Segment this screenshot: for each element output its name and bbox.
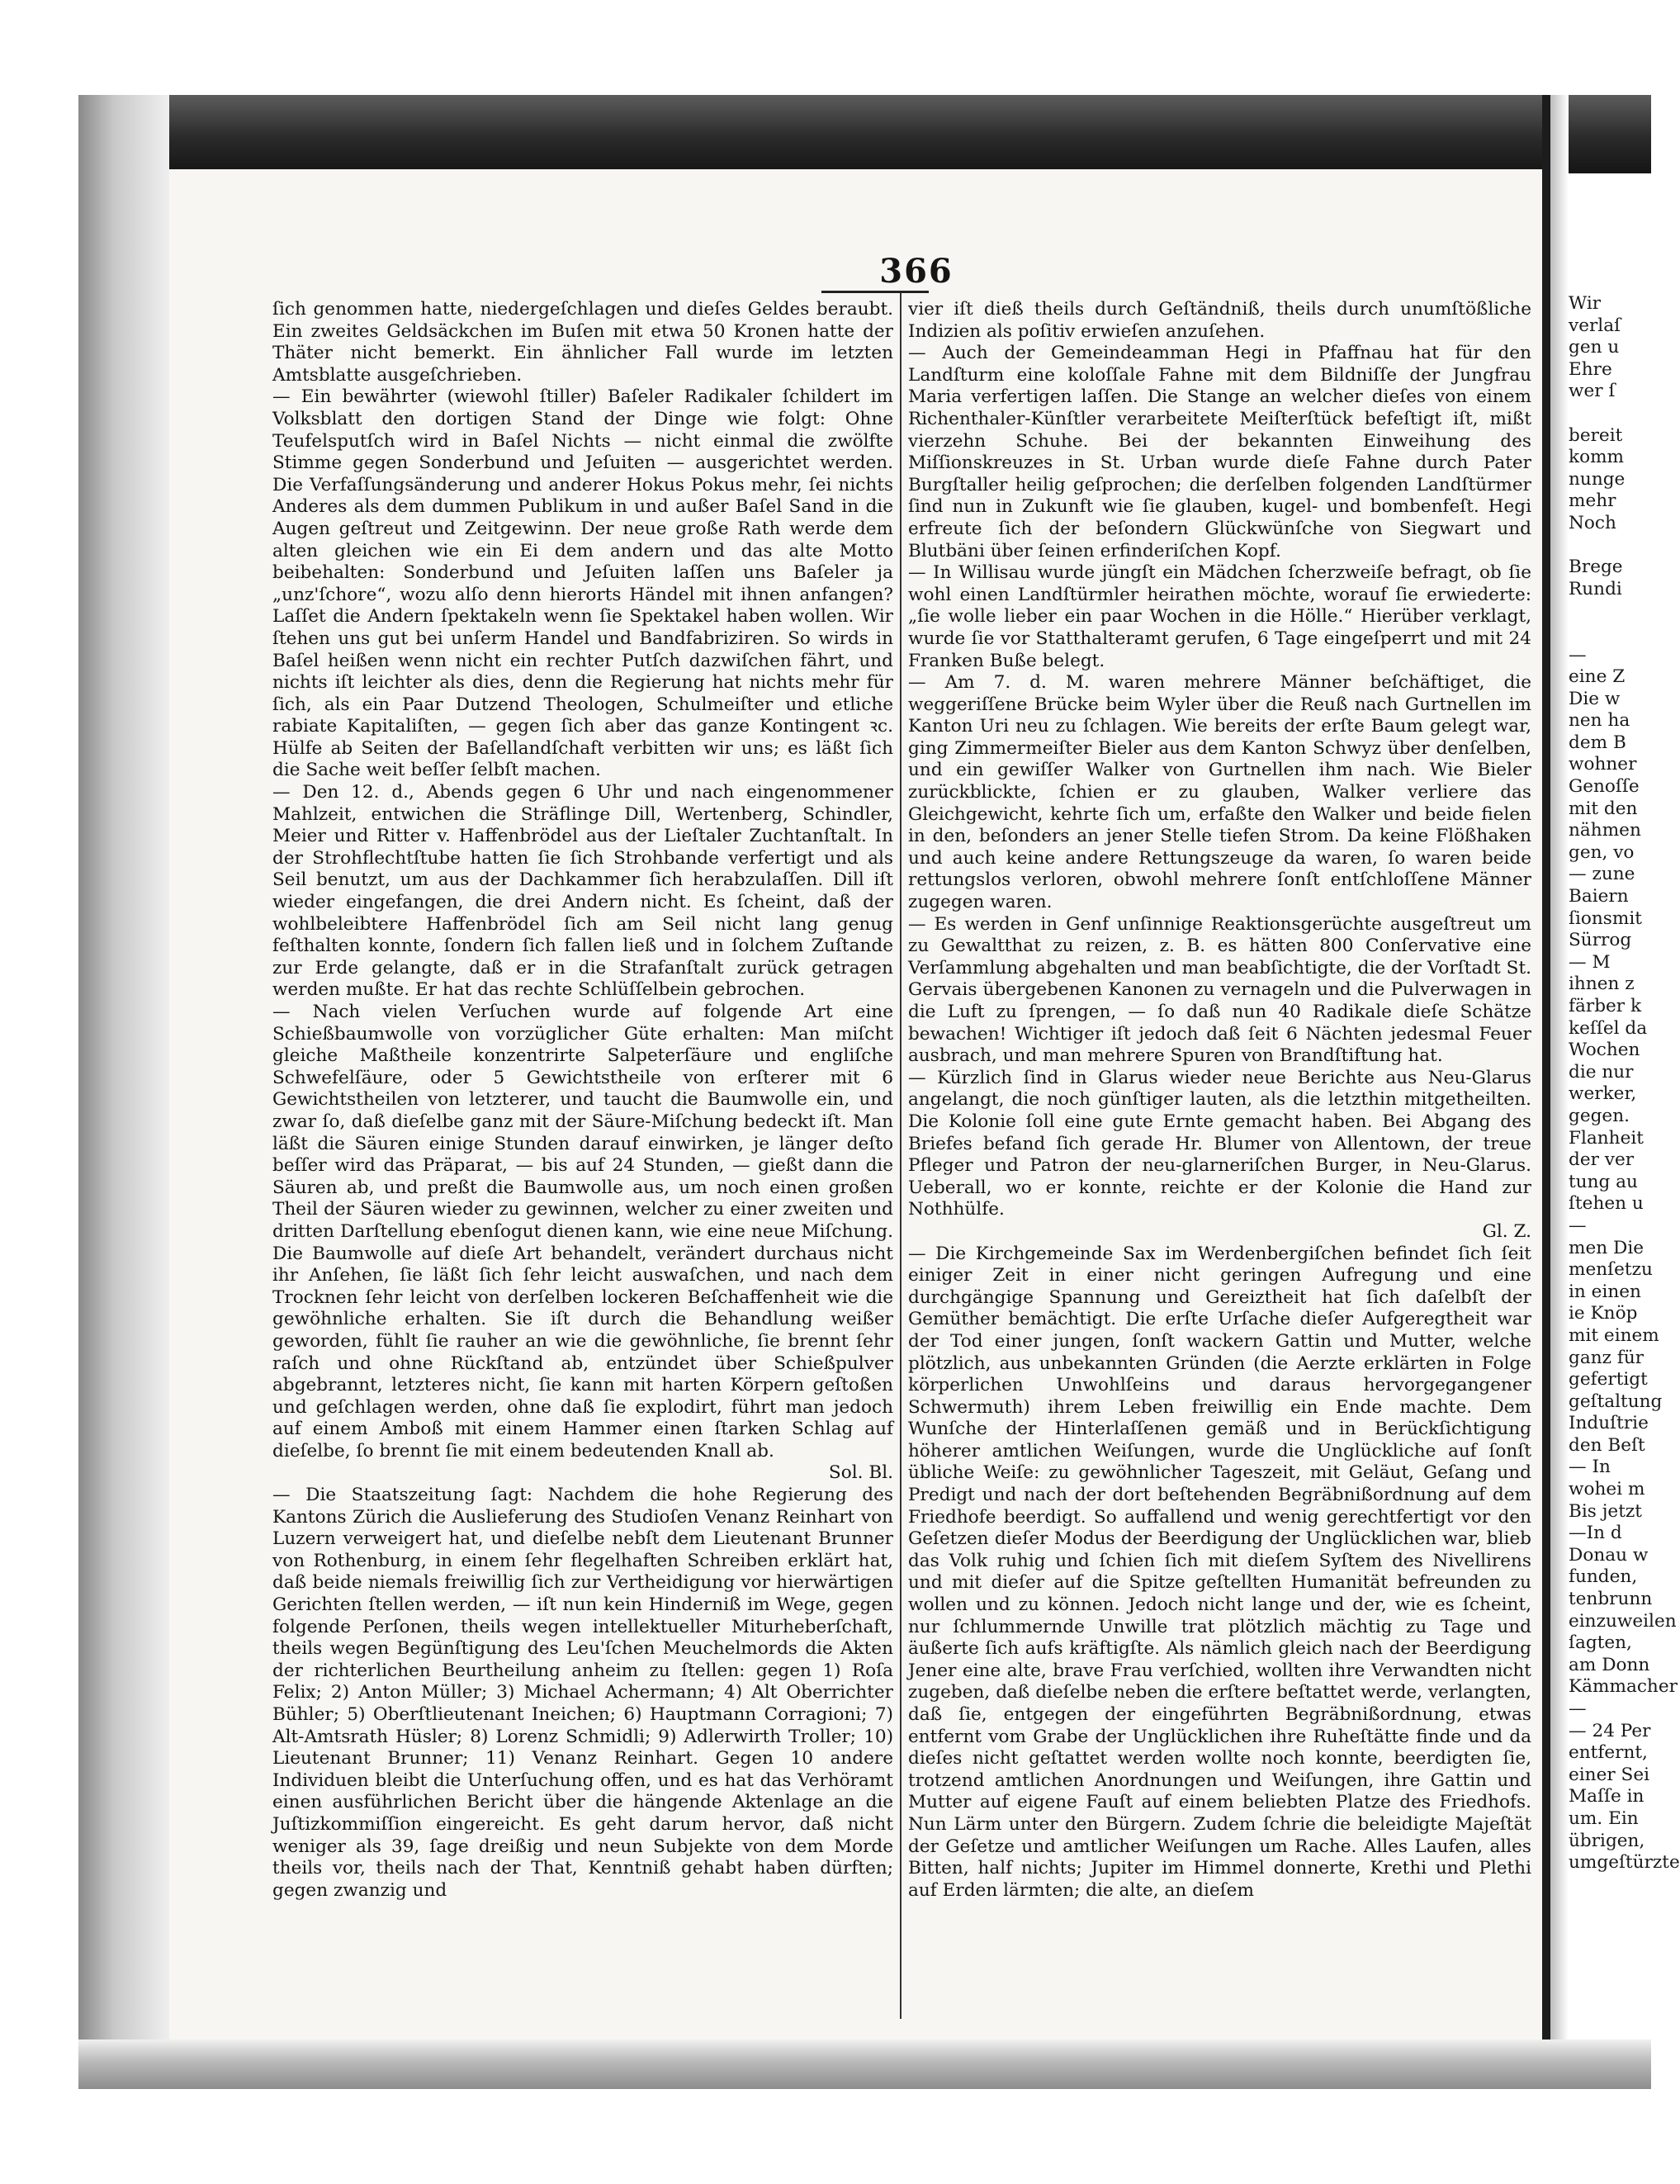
edge-text-line: der ver [1569,1149,1635,1171]
page-gutter-edge [1542,95,1550,2040]
scan-border-top [78,95,1651,173]
edge-text-line: funden, [1569,1566,1638,1588]
edge-text-line: ſionsmit [1569,907,1642,929]
page-number-underline [821,291,929,293]
edge-text-line: men Die [1569,1237,1645,1258]
edge-text-line [1569,535,1651,557]
edge-text-line: bereit [1569,424,1623,446]
edge-text-line: nen ha [1569,710,1630,732]
article-paragraph: — Ein bewährter (wiewohl ſtiller) Baſeler Radikaler ſchildert im Volksblatt den dortigen Stand der Dinge wie folgt: Ohne Teufelsputſch wird in Baſel Nichts — nicht einmal die zwölfte Stimme gegen Sonderbund und Jeſuiten — ausgerichtet werden. Die Verfaſſungsänderung und anderer Hokus Pokus mehr, ſei nichts Anderes als dem dummen Publikum in und außer Baſel Sand in die Augen geſtreut und Zeitgewinn. Der neue große Rath werde dem alten gleichen wie ein Ei dem andern und das alte Motto beibehalten: Sonderbund und Jeſuiten laſſen uns Baſeler ja „unz'ſchore“, wozu alſo denn hierorts Händel mit ihnen anfangen? Laſſet die Andern ſpektakeln wenn ſie Spektakel haben wollen. Wir ſtehen uns gut bei unſerm Handel und Bandfabriziren. So wirds in Baſel heißen wenn nicht ein rechter Putſch dazwiſchen fährt, und nichts iſt leichter als dies, denn die Regierung hat nichts mehr für ſich, als ein Paar Dutzend Theologen, Schulmeiſter und etliche rabiate Kapitaliſten, — gegen ſich aber das ganze Kontingent ꝛc. Hülfe ab Seiten der Baſellandſchaft verbitten wir uns; es läßt ſich die Sache weit beſſer ſelbſt machen. [272,386,893,781]
edge-text-line: entfernt, [1569,1742,1648,1764]
edge-text-line: ihnen z [1569,974,1635,995]
edge-text-line: tenbrunn [1569,1589,1653,1610]
edge-text-line: nähmen [1569,820,1641,841]
edge-text-line: wohner [1569,754,1637,775]
article-paragraph: — Es werden in Genf unſinnige Reaktionsgerüchte ausgeſtreut um zu Gewaltthat zu reizen, z. B. es hätten 800 Conſervative eine Verſammlung abgehalten und man beabſichtigte, die der Vorſtadt St. Gervais übergebenen Kanonen zu vernageln und die Pulverwagen in die Luft zu ſprengen, — ſo daß nun 40 Radikale dieſe Schätze bewachen! Wichtiger iſt jedoch daß ſeit 6 Nächten jedesmal Feuer ausbrach, und man mehrere Spuren von Brandſtiftung hat. [908,913,1531,1067]
article-paragraph: — Die Kirchgemeinde Sax im Werdenbergiſchen befindet ſich ſeit einiger Zeit in einer nicht geringen Aufregung und eine durchgängige Spannung und Gereiztheit hat ſich daſelbſt der Gemüther bemächtigt. Die erſte Urſache dieſer Aufgeregtheit war der Tod einer jungen, ſonſt wackern Gattin und Mutter, welche plötzlich, aus unbekannten Gründen (die Aerzte erklärten in Folge körperlichen Unwohlſeins und daraus hervorgegangener Schwermuth) ihrem Leben freiwillig ein Ende machte. Dem Wunſche der Hinterlaſſenen gemäß und in Berückſichtigung höherer amtlichen Weiſungen, wurde die Unglückliche auf ſonſt übliche Weiſe: zu gewöhnlicher Tageszeit, mit Geläut, Geſang und Predigt und nach der dort beſtehenden Begräbnißordnung auf dem Friedhofe beerdigt. So auffallend und wenig gerechtfertigt vor den Geſetzen dieſer Modus der Beerdigung der Unglücklichen war, blieb das Volk ruhig und ſchien ſich mit dieſem Syſtem des Nivellirens und mit dieſer auf die Spitze geſtellten Humanität befreunden zu wollen und zu können. Jedoch nicht lange und der, wie es ſcheint, nur ſchlummernde Unwille trat plötzlich mächtig zu Tage und äußerte ſich aufs kräftigſte. Als nämlich gleich nach der Beerdigung Jener eine alte, brave Frau verſchied, wollten ihre Verwandten nicht zugeben, daß dieſelbe neben die erſtere beſtattet werde, verlangten, daß ſie, entgegen der eingeführten Begräbnißordnung, etwas entfernt vom Grabe der Unglücklichen ihre Ruheſtätte finde und da dieſes nicht geſtattet werden wollte noch konnte, beerdigten ſie, trotzend amtlichen Anordnungen und Weiſungen, ihre Gattin und Mutter auf eigene Fauſt auf einem beliebten Platze des Friedhofs. Nun Lärm unter den Bürgern. Zudem ſchrie die beleidigte Majeſtät der Geſetze und amtlicher Weiſungen um Rache. Alles Laufen, alles Bitten, half nichts; Jupiter im Himmel donnerte, Krethi und Plethi auf Erden lärmten; die alte, an dieſem [908,1243,1531,1901]
page-number: 366 [879,252,954,291]
edge-text-line: — In [1569,1457,1611,1478]
edge-text-line: Wir [1569,293,1602,314]
edge-text-line: ganz für [1569,1347,1645,1368]
edge-text-line: — [1569,1215,1587,1236]
scan-border-left [78,95,169,2073]
edge-text-line: übrigen, [1569,1830,1645,1851]
edge-text-line: Die w [1569,688,1621,709]
edge-text-line: menſetzu [1569,1259,1653,1281]
edge-text-line: werker, [1569,1083,1637,1105]
edge-text-line: Genoſſe [1569,776,1640,798]
article-paragraph: — Auch der Gemeindeamman Hegi in Pfaffnau hat für den Landſturm eine koloſſale Fahne mit dem Bildniſſe der Jungfrau Maria verfertigen laſſen. Die Stange an welcher dieſes von einem Richenthaler-Künſtler verarbeitete Meiſterſtück befeſtigt iſt, mißt vierzehn Schuhe. Bei der bekannten Einweihung des Miſſionskreuzes in St. Urban wurde dieſe Fahne durch Pater Burgſtaller heilig geſprochen; die derſelben folgenden Landſtürmer ſind nun in Zukunft wie ſie glauben, kugel- und bombenfeſt. Hegi erfreute ſich der beſondern Glückwünſche von Siegwart und Blutbäni über ſeinen erfinderiſchen Kopf. [908,343,1531,561]
edge-text-line: am Donn [1569,1654,1650,1675]
edge-text-line: — [1569,644,1587,666]
edge-text-line: dem B [1569,732,1626,753]
edge-text-line: um. Ein [1569,1807,1639,1829]
edge-text-line: — [1569,1698,1587,1719]
edge-text-line: Noch [1569,512,1616,533]
source-signature: Gl. Z. [1482,1220,1531,1242]
edge-text-line: wer ſ [1569,381,1616,402]
edge-text-line: den Beſt [1569,1434,1645,1456]
edge-text-line: mehr [1569,490,1616,512]
edge-text-line: eine Z [1569,666,1626,688]
edge-text-line: wohei m [1569,1479,1645,1500]
edge-text-line [1569,403,1651,425]
edge-text-line: gefertigt [1569,1369,1648,1390]
edge-text-line: Rundi [1569,578,1622,599]
next-page-edge-text [1569,293,1680,2027]
article-paragraph: vier iſt dieß theils durch Geſtändniß, theils durch unumſtößliche Indizien als poſitiv erwieſen anzuſehen. [908,299,1531,342]
article-paragraph: ſich genommen hatte, niedergeſchlagen und dieſes Geldes beraubt. Ein zweites Geldsäckchen im Buſen mit etwa 50 Kronen hatte der Thäter nicht bemerkt. Ein ähnlicher Fall wurde im letzten Amtsblatte ausgeſchrieben. [272,299,893,386]
edge-text-line: Kämmacher [1569,1676,1678,1698]
edge-text-line: komm [1569,447,1625,468]
edge-text-line: Sürrog [1569,930,1632,951]
article-paragraph: — Kürzlich ſind in Glarus wieder neue Berichte aus Neu-Glarus angelangt, die noch günſtiger lauten, als die letzthin mitgetheilten. Die Kolonie ſoll eine gute Ernte gemacht haben. Bei Abgang des Briefes befand ſich gerade Hr. Blumer von Allentown, der treue Pfleger und Patron der neu-glarneriſchen Burger, in Neu-Glarus. Ueberall, wo er konnte, reichte er der Kolonie die Hand zur Nothhülfe. [908,1067,1531,1220]
edge-text-line: — 24 Per [1569,1720,1651,1741]
edge-text-line: ſtehen u [1569,1193,1644,1215]
edge-text-line: die nur [1569,1061,1634,1083]
edge-text-line: Bis jetzt [1569,1500,1642,1522]
edge-text-line: in einen [1569,1281,1641,1302]
edge-text-line [1569,623,1651,645]
edge-text-line: einer Sei [1569,1764,1650,1785]
edge-text-line: mit einem [1569,1324,1659,1346]
source-signature: Sol. Bl. [828,1462,893,1484]
edge-text-line: gen, vo [1569,841,1635,863]
left-column [272,299,893,1902]
column-divider [900,293,902,2019]
edge-text-line: gen u [1569,337,1620,358]
edge-text-line: ie Knöp [1569,1303,1638,1324]
edge-text-line: — zune [1569,864,1635,885]
edge-text-line: keſſel da [1569,1017,1648,1039]
edge-text-line [1569,600,1651,623]
edge-text-line: einzuweilen [1569,1610,1677,1632]
edge-text-line: Baiern [1569,886,1629,907]
edge-text-line: Donau w [1569,1544,1649,1566]
edge-text-line: gegen. [1569,1105,1630,1126]
article-paragraph: — Den 12. d., Abends gegen 6 Uhr und nach eingenommener Mahlzeit, entwichen die Sträflinge Dill, Wertenberg, Schindler, Meier und Ritter v. Haffenbrödel aus der Lieſtaler Zuchtanſtalt. In der Strohflechtſtube hatten ſie ſich Strohbande verfertigt und als Seil benutzt, um aus der Dachkammer ſich herabzulaſſen. Dill iſt wieder eingefangen, die drei Andern nicht. Es ſcheint, daß der wohlbeleibtere Haffenbrödel ſich am Seil nicht lang genug feſthalten konnte, ſondern ſich fallen ließ und in ſolchem Zuſtande zur Erde gelangte, daß er in die Strafanſtalt zurück getragen werden mußte. Er hat das rechte Schlüſſelbein gebrochen. [272,782,893,1001]
page-gutter [1550,95,1569,2040]
middle-column [908,299,1531,1902]
article-paragraph: — Nach vielen Verſuchen wurde auf folgende Art eine Schießbaumwolle von vorzüglicher Güte erhalten: Man miſcht gleiche Maßtheile konzentrirte Salpeterſäure und engliſche Schwefelſäure, oder 5 Gewichtstheile von erſterer mit 6 Gewichtstheilen von letzterer, und taucht die Baumwolle ein, und zwar ſo, daß dieſelbe ganz mit der Säure-Miſchung bedeckt iſt. Man läßt die Säuren einige Stunden darauf einwirken, je länger deſto beſſer wird das Präparat, — bis auf 24 Stunden, — gießt dann die Säuren ab, und preßt die Baumwolle aus, um noch einen großen Theil der Säuren wieder zu gewinnen, welcher zu einer zweiten und dritten Darſtellung ebenſogut dienen kann, wie eine neue Miſchung. Die Baumwolle auf dieſe Art behandelt, verändert durchaus nicht ihr Anſehen, ſie läßt ſich ſehr leicht auswaſchen, und nach dem Trocknen ſehr leicht von derſelben lockeren Beſchaffenheit wie die gewöhnliche erhalten. Sie iſt durch die Behandlung weißer geworden, fühlt ſie rauher an wie die gewöhnliche, ſie brennt ſehr raſch und ohne Rückſtand ab, entzündet über Schießpulver abgebrannt, letzteres nicht, ſie kann mit harten Körpern geſtoßen und geſchlagen werden, ohne daß ſie explodirt, führt man jedoch auf einem Amboß mit einem Hammer einen ſtarken Schlag auf dieſelbe, ſo brennt ſie mit einem bedeutenden Knall ab. [272,1002,893,1462]
edge-text-line: ſagten, [1569,1632,1632,1654]
scan-border-bottom [78,2040,1651,2089]
edge-text-line: — M [1569,951,1611,973]
edge-text-line: mit den [1569,798,1638,819]
edge-text-line: Induſtrie [1569,1413,1649,1434]
edge-text-line: tung au [1569,1171,1638,1192]
article-paragraph: — Am 7. d. M. waren mehrere Männer beſchäftiget, die weggeriſſene Brücke beim Wyler über die Reuß nach Gurtnellen im Kanton Uri neu zu ſchlagen. Wie bereits der erſte Baum gelegt war, ging Zimmermeiſter Bieler aus dem Kanton Schwyz über denſelben, und ein gewiſſer Walker von Gurtnellen ihm nach. Wie Bieler zurückblickte, ſchien er zu glauben, Walker verliere das Gleichgewicht, kehrte ſich um, erfaßte den Walker und beide fielen in den, beſonders an jener Stelle tiefen Strom. Da keine Flößhaken und auch keine andere Rettungszeuge da waren, ſo waren beide rettungslos verloren, obwohl mehrere ſonſt entſchloſſene Männer zugegen waren. [908,672,1531,913]
article-paragraph: — In Willisau wurde jüngſt ein Mädchen ſcherzweiſe befragt, ob ſie wohl einen Landſtürmler heirathen möchte, worauf ſie erwiederte: „ſie wolle lieber ein paar Wochen in die Hölle.“ Hierüber verklagt, wurde ſie vor Statthalteramt gerufen, 6 Tage eingeſperrt und mit 24 Franken Buße belegt. [908,562,1531,671]
edge-text-line: nunge [1569,468,1626,490]
edge-text-line: —In d [1569,1523,1622,1544]
edge-text-line: geſtaltung [1569,1390,1663,1412]
edge-text-line: Maſſe in [1569,1786,1645,1807]
edge-text-line: Wochen [1569,1040,1640,1061]
edge-text-line: Ehre [1569,358,1612,380]
article-paragraph: — Die Staatszeitung ſagt: Nachdem die hohe Regierung des Kantons Zürich die Auslieferung des Studioſen Venanz Reinhart von Luzern verweigert hat, und dieſelbe nebſt dem Lieutenant Brunner von Rothenburg, in einem ſehr flegelhaften Schreiben erklärt hat, daß beide niemals freiwillig ſich zur Vertheidigung vor hierwärtigen Gerichten ſtellen werden, — iſt nun kein Hinderniß im Wege, gegen folgende Perſonen, theils wegen intellektueller Miturheberſchaft, theils wegen Begünſtigung des Leu'ſchen Meuchelmords die Akten der richterlichen Beurtheilung anheim zu ſtellen: gegen 1) Roſa Felix; 2) Anton Müller; 3) Michael Achermann; 4) Alt Oberrichter Bühler; 5) Oberſtlieutenant Ineichen; 6) Hauptmann Corragioni; 7) Alt-Amtsrath Hüsler; 8) Lorenz Schmidli; 9) Adlerwirth Troller; 10) Lieutenant Brunner; 11) Venanz Reinhart. Gegen 10 andere Individuen bleibt die Unterſuchung offen, und es hat das Verhöramt einen ausführlichen Bericht über die hängende Aktenlage an die Juſtizkommiſſion eingereicht. Es geht darum hervor, daß nicht weniger als 39, ſage dreißig und neun Subjekte von dem Morde theils vor, theils nach der That, Kenntniß gehabt haben dürften; gegen zwanzig und [272,1485,893,1901]
edge-text-line: färber k [1569,996,1642,1016]
edge-text-line: umgeſtürzte [1569,1852,1680,1874]
edge-text-line: verlaſ [1569,315,1621,336]
edge-text-line: Flanheit [1569,1127,1644,1149]
edge-text-line: Brege [1569,557,1623,578]
